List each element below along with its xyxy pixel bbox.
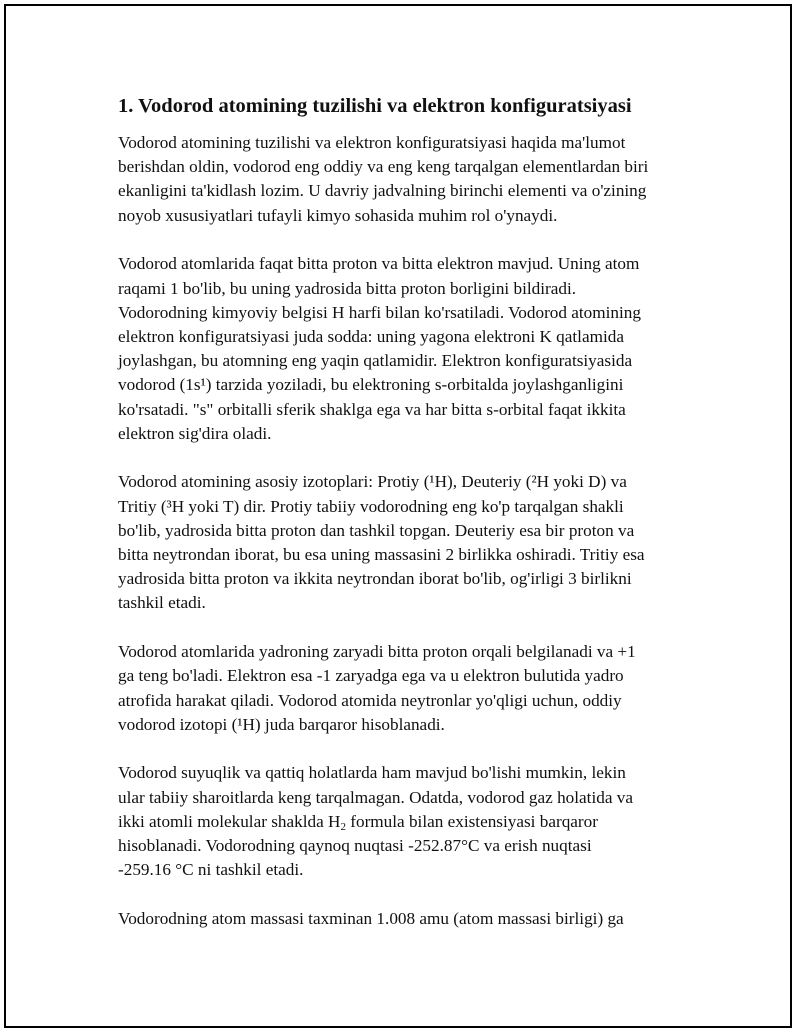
paragraph-states bbox=[118, 761, 688, 882]
text-line: Vodorod atomining asosiy izotoplari: Protiy (¹H), Deuteriy (²H yoki D) va bbox=[118, 472, 627, 492]
text-line: yadrosida bitta proton va ikkita neytrondan iborat bo'lib, og'irligi 3 birlikni bbox=[118, 569, 632, 589]
text-line: atrofida harakat qiladi. Vodorod atomida neytronlar yo'qligi uchun, oddiy bbox=[118, 690, 622, 710]
text-line: ko'rsatadi. "s" orbitalli sferik shaklga ega va har bitta s-orbital faqat ikkita bbox=[118, 399, 626, 419]
text-line: bitta neytrondan iborat, bu esa uning massasini 2 birlikka oshiradi. Tritiy esa bbox=[118, 545, 645, 565]
formula-text-after: formula bilan existensiyasi barqaror bbox=[345, 811, 598, 831]
text-line: raqami 1 bo'lib, bu uning yadrosida bitta proton borligini bildiradi. bbox=[118, 278, 577, 298]
paragraph-isotopes bbox=[118, 470, 688, 615]
paragraph-intro bbox=[118, 131, 688, 228]
paragraph-structure bbox=[118, 252, 688, 446]
text-line: hisoblanadi. Vodorodning qaynoq nuqtasi -252.87°C va erish nuqtasi bbox=[118, 836, 592, 856]
formula-subscript: 2 bbox=[340, 820, 346, 833]
text-line: berishdan oldin, vodorod eng oddiy va eng keng tarqalgan elementlardan biri bbox=[118, 157, 649, 177]
text-line: vodorod izotopi (¹H) juda barqaror hisoblanadi. bbox=[118, 714, 445, 734]
text-line: ular tabiiy sharoitlarda keng tarqalmagan. Odatda, vodorod gaz holatida va bbox=[118, 787, 633, 807]
formula-line bbox=[118, 810, 688, 834]
text-line: Vodorodning kimyoviy belgisi H harfi bilan ko'rsatiladi. Vodorod atomining bbox=[118, 302, 641, 322]
text-line: elektron sig'dira oladi. bbox=[118, 423, 272, 443]
formula-text-before: ikki atomli molekular shaklda H bbox=[118, 811, 341, 831]
text-line: noyob xususiyatlari tufayli kimyo sohasida muhim rol o'ynaydi. bbox=[118, 205, 558, 225]
text-line: vodorod (1s¹) tarzida yoziladi, bu elektroning s-orbitalda joylashganligini bbox=[118, 375, 624, 395]
text-line: -259.16 °C ni tashkil etadi. bbox=[118, 860, 304, 880]
text-line: Vodorod atomlarida faqat bitta proton va bitta elektron mavjud. Uning atom bbox=[118, 254, 640, 274]
paragraph-charge bbox=[118, 640, 688, 737]
text-line: Vodorod atomining tuzilishi va elektron konfiguratsiyasi haqida ma'lumot bbox=[118, 133, 626, 152]
text-line: ga teng bo'ladi. Elektron esa -1 zaryadga ega va u elektron bulutida yadro bbox=[118, 666, 624, 686]
document-body bbox=[118, 92, 688, 956]
text-line: ekanligini ta'kidlash lozim. U davriy jadvalning birinchi elementi va o'zining bbox=[118, 181, 647, 201]
text-line: Vodorod suyuqlik va qattiq holatlarda ham mavjud bo'lishi mumkin, lekin bbox=[118, 763, 626, 783]
paragraph-mass bbox=[118, 907, 688, 931]
text-line: bo'lib, yadrosida bitta proton dan tashkil topgan. Deuteriy esa bir proton va bbox=[118, 520, 635, 540]
text-line: joylashgan, bu atomning eng yaqin qatlamidir. Elektron konfiguratsiyasida bbox=[118, 351, 633, 371]
section-heading: 1. Vodorod atomining tuzilishi va elektron konfiguratsiyasi bbox=[118, 95, 632, 117]
text-line: Tritiy (³H yoki T) dir. Protiy tabiiy vodorodning eng ko'p tarqalgan shakli bbox=[118, 496, 624, 516]
text-line: Vodorodning atom massasi taxminan 1.008 amu (atom massasi birligi) ga bbox=[118, 908, 624, 928]
text-line: tashkil etadi. bbox=[118, 593, 206, 613]
text-line: Vodorod atomlarida yadroning zaryadi bitta proton orqali belgilanadi va +1 bbox=[118, 642, 636, 662]
text-line: elektron konfiguratsiyasi juda sodda: uning yagona elektroni K qatlamida bbox=[118, 326, 624, 346]
